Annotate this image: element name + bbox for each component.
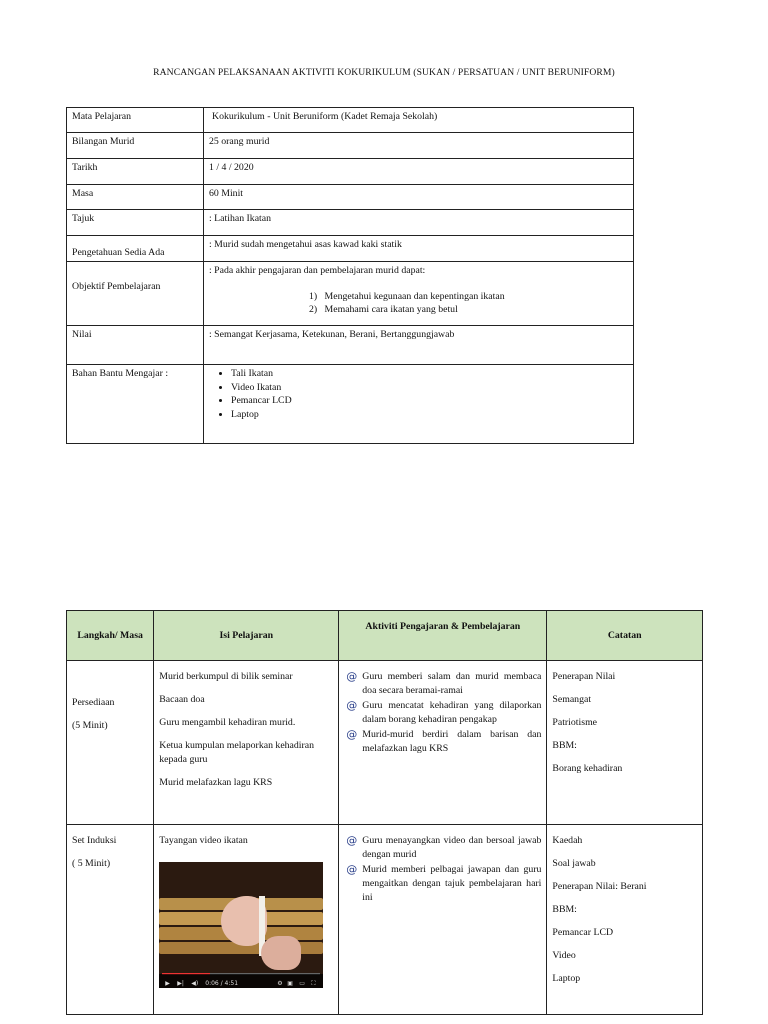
tajuk-value: : Latihan Ikatan [204,210,634,236]
catatan-item: Penerapan Nilai: Berani [552,881,647,892]
aktiviti-item: @ Murid-murid berdiri dalam barisan dan melafazkan lagu KRS [346,728,542,754]
video-time: 0:06 / 4:51 [205,980,239,987]
isi-cell [154,661,339,825]
play-icon[interactable]: ▶ [165,980,170,987]
masa-label: Masa [67,185,204,210]
swirl-bullet-icon: @ [346,670,358,683]
pengetahuan-label: Pengetahuan Sedia Ada [67,236,204,262]
objektif-item: 2) Memahami cara ikatan yang betul [309,304,458,315]
settings-icon[interactable]: ⚙ [277,980,283,987]
volume-icon[interactable]: ◀) [191,980,199,987]
bahan-cell [204,365,634,444]
table-row [67,825,703,1015]
header-catatan: Catatan [547,611,703,661]
catatan-item: Penerapan Nilai [552,671,616,682]
swirl-bullet-icon: @ [346,728,358,741]
isi-item: Murid melafazkan lagu KRS [159,777,273,788]
aktiviti-list [344,670,541,756]
fullscreen-icon[interactable]: ⛶ [311,980,316,987]
video-player[interactable] [159,862,323,988]
document-title: RANCANGAN PELAKSANAAN AKTIVITI KOKURIKULUM (SUKAN / PERSATUAN / UNIT BERUNIFORM) [153,67,615,78]
info-table [66,107,634,444]
mata-pelajaran-label: Mata Pelajaran [67,108,204,133]
catatan-cell [547,661,703,825]
swirl-bullet-icon: @ [346,699,358,712]
tarikh-label: Tarikh [67,159,204,185]
bahan-list [209,367,628,421]
nilai-label: Nilai [67,326,204,365]
isi-item: Guru mengambil kehadiran murid. [159,717,296,728]
bahan-label: Bahan Bantu Mengajar : [67,365,204,444]
catatan-item: Kaedah [552,835,583,846]
swirl-bullet-icon: @ [346,834,358,847]
bahan-item: • Tali Ikatan [231,367,628,381]
nilai-value: : Semangat Kerjasama, Ketekunan, Berani, Bertanggungjawab [204,326,634,365]
theater-icon[interactable]: ▭ [299,980,305,987]
isi-item: Ketua kumpulan melaporkan kehadiran kepada guru [159,740,315,765]
aktiviti-list [344,834,541,905]
objektif-cell [204,262,634,326]
langkah-masa: (5 Minit) [72,720,108,731]
catatan-item: BBM: [552,740,577,751]
objektif-list [209,290,628,316]
aktiviti-item: @ Guru mencatat kehadiran yang dilaporkan dalam borang kehadiran pengakap [346,699,542,725]
langkah-cell [67,661,154,825]
aktiviti-cell [339,825,547,1015]
next-icon[interactable]: ▶| [177,980,184,987]
mata-pelajaran-value: Kokurikulum - Unit Beruniform (Kadet Remaja Sekolah) [204,108,634,133]
catatan-item: Pemancar LCD [552,927,614,938]
lesson-table [66,610,703,1015]
langkah-name: Persediaan [72,697,115,708]
header-isi: Isi Pelajaran [154,611,339,661]
isi-item: Bacaan doa [159,694,205,705]
masa-value: 60 Minit [204,185,634,210]
header-aktiviti: Aktiviti Pengajaran & Pembelajaran [339,611,547,661]
catatan-item: Semangat [552,694,592,705]
objektif-item: 1) Mengetahui kegunaan dan kepentingan ikatan [309,291,505,302]
aktiviti-item: @ Guru memberi salam dan murid membaca doa secara beramai-ramai [346,670,542,696]
tajuk-label: Tajuk [67,210,204,236]
langkah-masa: ( 5 Minit) [72,858,111,869]
catatan-item: BBM: [552,904,577,915]
isi-item: Tayangan video ikatan [159,835,248,846]
catatan-item: Borang kehadiran [552,763,623,774]
langkah-name: Set Induksi [72,835,117,846]
video-controls [159,974,323,988]
catatan-item: Soal jawab [552,858,596,869]
aktiviti-item: @ Guru menayangkan video dan bersoal jawab dengan murid [346,834,542,860]
pengetahuan-value: : Murid sudah mengetahui asas kawad kaki statik [204,236,634,262]
hand-image [261,936,301,970]
swirl-bullet-icon: @ [346,863,358,876]
catatan-cell [547,825,703,1015]
bilangan-murid-label: Bilangan Murid [67,133,204,159]
bahan-item: • Video Ikatan [231,381,628,395]
tarikh-value: 1 / 4 / 2020 [204,159,634,185]
table-row [67,661,703,825]
objektif-intro: : Pada akhir pengajaran dan pembelajaran murid dapat: [209,265,426,276]
objektif-label: Objektif Pembelajaran [67,262,204,326]
catatan-item: Laptop [552,973,581,984]
isi-cell [154,825,339,1015]
header-langkah: Langkah/ Masa [67,611,154,661]
bahan-item: • Pemancar LCD [231,394,628,408]
aktiviti-cell [339,661,547,825]
isi-item: Murid berkumpul di bilik seminar [159,671,293,682]
catatan-item: Video [552,950,576,961]
bahan-item: • Laptop [231,408,628,422]
catatan-item: Patriotisme [552,717,598,728]
bilangan-murid-value: 25 orang murid [204,133,634,159]
langkah-cell [67,825,154,1015]
aktiviti-item: @ Murid memberi pelbagai jawapan dan guru mengaitkan dengan tajuk pembelajaran hari ini [346,863,542,903]
miniplayer-icon[interactable]: ▣ [287,980,293,987]
